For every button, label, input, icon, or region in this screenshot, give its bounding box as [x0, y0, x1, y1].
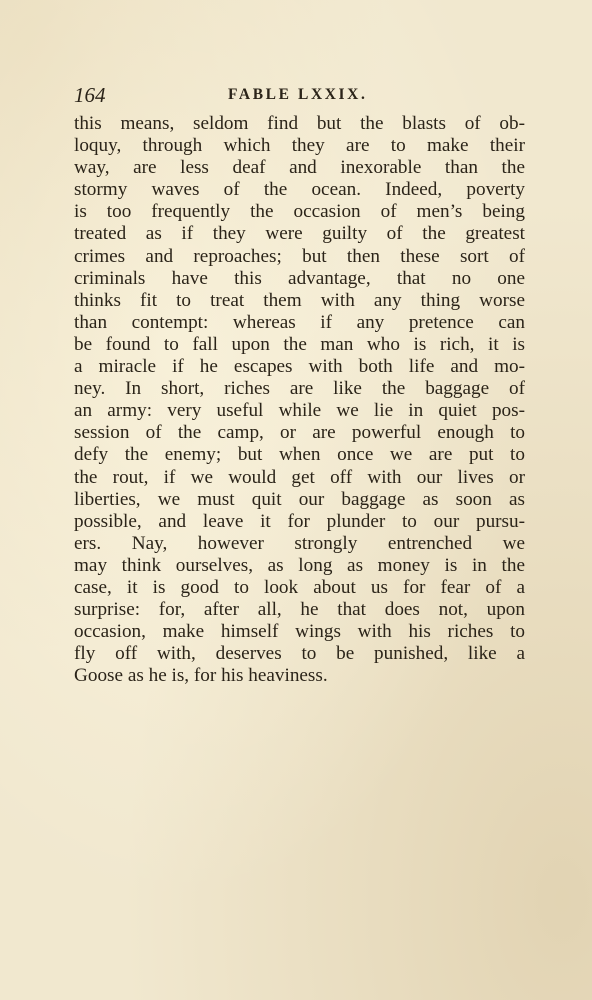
text-line: Goose as he is, for his heaviness.: [74, 665, 328, 687]
text-line: surprise: for, after all, he that does not, upon: [74, 599, 525, 621]
text-line: thinks fit to treat them with any thing worse: [74, 289, 525, 311]
text-line: a miracle if he escapes with both life and mo-: [74, 356, 525, 378]
text-line: loquy, through which they are to make their: [74, 135, 525, 157]
text-line: fly off with, deserves to be punished, like a: [74, 643, 525, 665]
text-line: ers. Nay, however strongly entrenched we: [74, 532, 525, 554]
text-line: session of the camp, or are powerful enough to: [74, 422, 525, 444]
page-header: [74, 83, 525, 109]
running-head: FABLE LXXIX.: [228, 86, 368, 103]
text-line: possible, and leave it for plunder to our pursu-: [74, 510, 525, 532]
text-line: this means, seldom find but the blasts of ob-: [74, 113, 525, 134]
text-line: occasion, make himself wings with his riches to: [74, 621, 525, 643]
text-line: crimes and reproaches; but then these sort of: [74, 245, 525, 267]
text-line: may think ourselves, as long as money is in the: [74, 554, 525, 576]
text-line: ney. In short, riches are like the baggage of: [74, 378, 525, 400]
body-text: [74, 113, 525, 687]
text-line: criminals have this advantage, that no one: [74, 267, 525, 289]
text-line: case, it is good to look about us for fear of a: [74, 576, 525, 598]
text-line: liberties, we must quit our baggage as soon as: [74, 488, 525, 510]
text-line: an army: very useful while we lie in quiet pos-: [74, 400, 525, 422]
text-line: than contempt: whereas if any pretence can: [74, 311, 525, 333]
text-line: defy the enemy; but when once we are put to: [74, 444, 525, 466]
text-line: treated as if they were guilty of the greatest: [74, 223, 525, 245]
text-line: stormy waves of the ocean. Indeed, poverty: [74, 179, 525, 201]
text-line: the rout, if we would get off with our lives or: [74, 466, 525, 488]
text-line: be found to fall upon the man who is rich, it is: [74, 333, 525, 355]
text-line: way, are less deaf and inexorable than the: [74, 157, 525, 179]
text-line: is too frequently the occasion of men’s being: [74, 201, 525, 223]
page-number: 164: [74, 83, 106, 107]
